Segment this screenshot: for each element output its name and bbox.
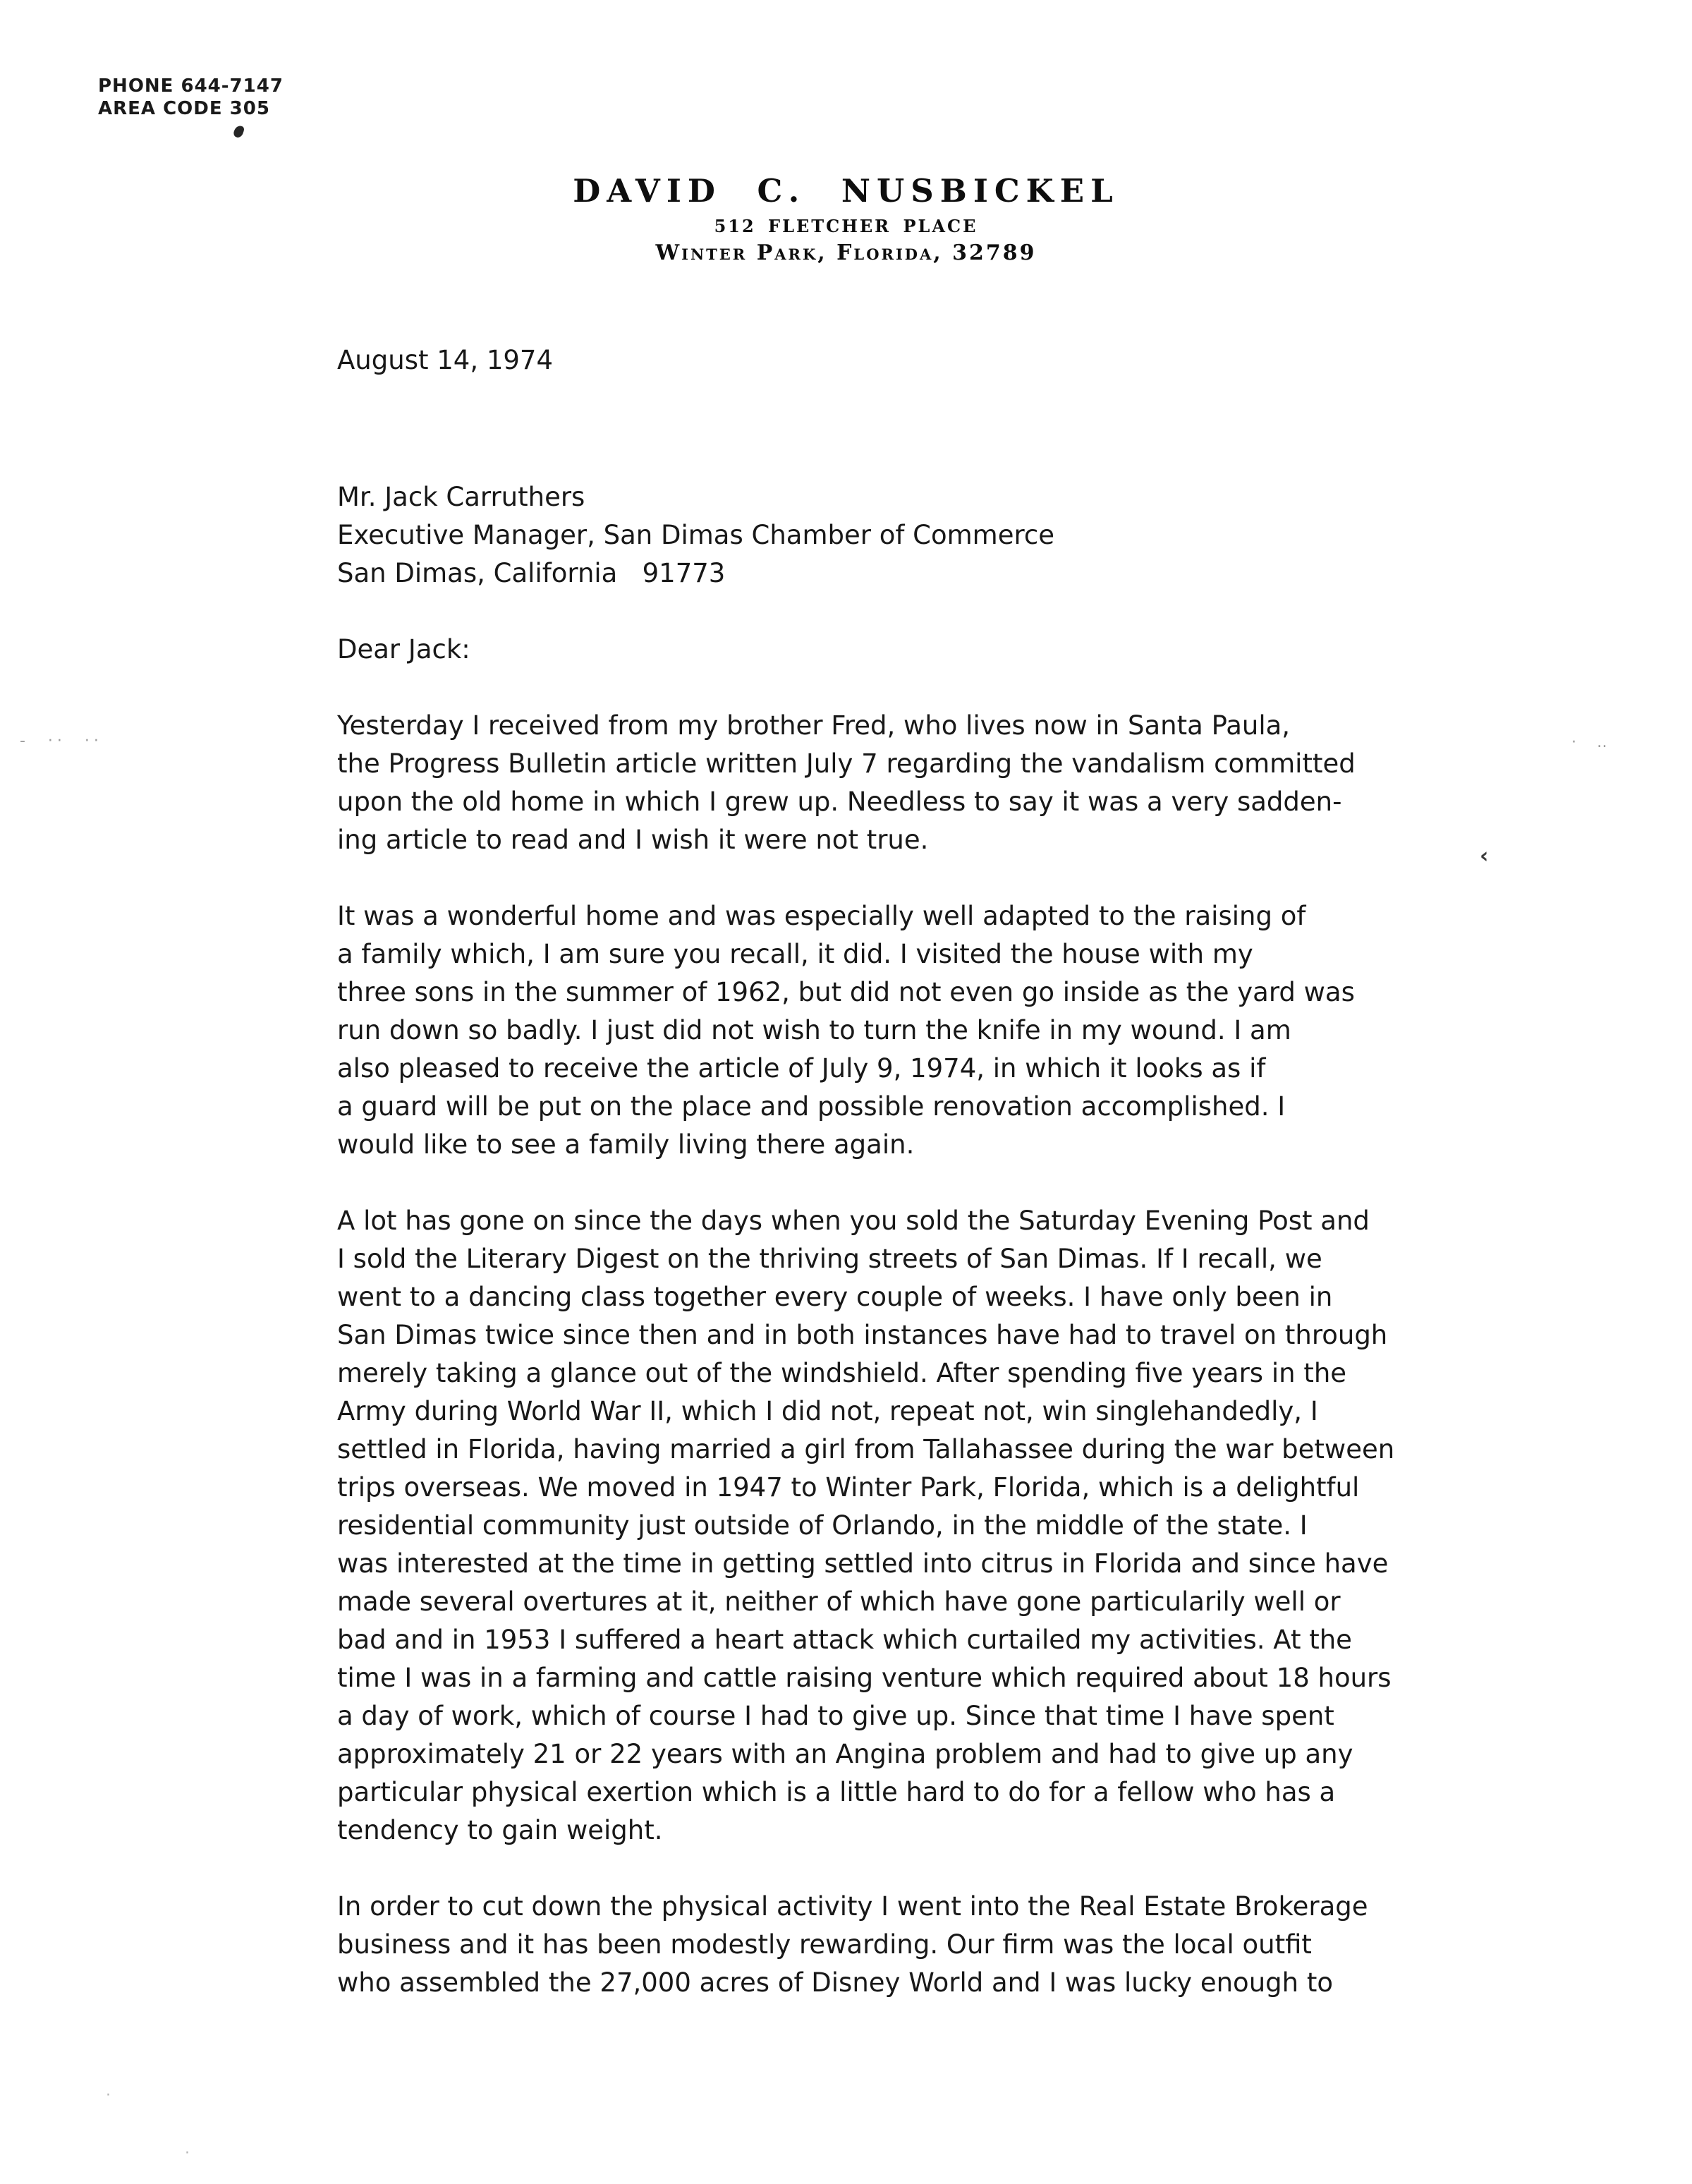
text-line: business and it has been modestly rewarding. Our firm was the local outfit [337, 1929, 1312, 1960]
text-line: San Dimas twice since then and in both instances have had to travel on through [337, 1320, 1388, 1350]
scan-artifact-dot: · [106, 2087, 111, 2104]
text-line: would like to see a family living there again. [337, 1129, 915, 1160]
text-line: tendency to gain weight. [337, 1815, 663, 1845]
text-line: residential community just outside of Orlando, in the middle of the state. I [337, 1510, 1308, 1541]
letterhead-phone-block [98, 75, 284, 120]
letterhead-area-code-line: AREA CODE 305 [98, 98, 270, 119]
text-line: three sons in the summer of 1962, but did not even go inside as the yard was [337, 977, 1355, 1007]
paragraph-4 [337, 1888, 1394, 2002]
text-line: particular physical exertion which is a little hard to do for a fellow who has a [337, 1777, 1336, 1807]
letterhead-street-address: 512 FLETCHER PLACE [714, 216, 978, 236]
text-line: time I was in a farming and cattle raising venture which required about 18 hours [337, 1663, 1392, 1693]
text-line: merely taking a glance out of the windshield. After spending five years in the [337, 1358, 1347, 1388]
text-line: settled in Florida, having married a girl from Tallahassee during the war between [337, 1434, 1395, 1464]
text-line: Army during World War II, which I did not, repeat not, win singlehandedly, I [337, 1396, 1318, 1426]
scan-artifact-left-margin: - ·· ·· [20, 732, 103, 750]
text-line: upon the old home in which I grew up. Needless to say it was a very sadden- [337, 787, 1342, 817]
text-line: trips overseas. We moved in 1947 to Winter Park, Florida, which is a delightful [337, 1472, 1360, 1503]
scan-artifact-dot: · [185, 2144, 190, 2162]
scan-artifact-right-margin: · ‥ [1571, 734, 1611, 751]
text-line: also pleased to receive the article of July 9, 1974, in which it looks as if [337, 1053, 1266, 1084]
text-line: a day of work, which of course I had to give up. Since that time I have spent [337, 1701, 1334, 1731]
text-line: was interested at the time in getting settled into citrus in Florida and since have [337, 1548, 1389, 1579]
letterhead-city-state-zip: Winter Park, Florida, 32789 [655, 241, 1037, 265]
text-line: San Dimas, California 91773 [337, 558, 726, 588]
text-line: A lot has gone on since the days when you sold the Saturday Evening Post and [337, 1206, 1370, 1236]
text-line: made several overtures at it, neither of which have gone particularily well or [337, 1587, 1341, 1617]
text-line: ing article to read and I wish it were not true. [337, 825, 929, 855]
letter-body [337, 341, 1394, 2002]
text-line: bad and in 1953 I suffered a heart attack which curtailed my activities. At the [337, 1625, 1352, 1655]
salutation: Dear Jack: [337, 634, 470, 665]
text-line: a family which, I am sure you recall, it did. I visited the house with my [337, 939, 1253, 969]
text-line: Executive Manager, San Dimas Chamber of Commerce [337, 520, 1054, 550]
recipient-address-block [337, 478, 1394, 593]
ink-speck [233, 124, 245, 138]
text-line: Mr. Jack Carruthers [337, 482, 585, 512]
text-line: It was a wonderful home and was especially well adapted to the raising of [337, 901, 1306, 931]
date-line: August 14, 1974 [337, 345, 554, 375]
paragraph-1 [337, 707, 1394, 859]
paragraph-3 [337, 1202, 1394, 1850]
text-line: approximately 21 or 22 years with an Angina problem and had to give up any [337, 1739, 1353, 1769]
text-line: run down so badly. I just did not wish to turn the knife in my wound. I am [337, 1015, 1291, 1045]
letterhead-name: DAVID C. NUSBICKEL [573, 172, 1119, 210]
text-line: Yesterday I received from my brother Fred, who lives now in Santa Paula, [337, 710, 1291, 741]
text-line: a guard will be put on the place and possible renovation accomplished. I [337, 1091, 1286, 1122]
text-line: the Progress Bulletin article written July 7 regarding the vandalism committed [337, 748, 1356, 779]
paragraph-2 [337, 897, 1394, 1164]
text-line: In order to cut down the physical activity I went into the Real Estate Brokerage [337, 1891, 1368, 1922]
text-line: I sold the Literary Digest on the thriving streets of San Dimas. If I recall, we [337, 1244, 1322, 1274]
scan-artifact-stray-quote: ‹ [1480, 844, 1489, 868]
text-line: who assembled the 27,000 acres of Disney World and I was lucky enough to [337, 1967, 1333, 1998]
text-line: went to a dancing class together every couple of weeks. I have only been in [337, 1282, 1333, 1312]
letterhead-phone-line: PHONE 644-7147 [98, 75, 284, 97]
